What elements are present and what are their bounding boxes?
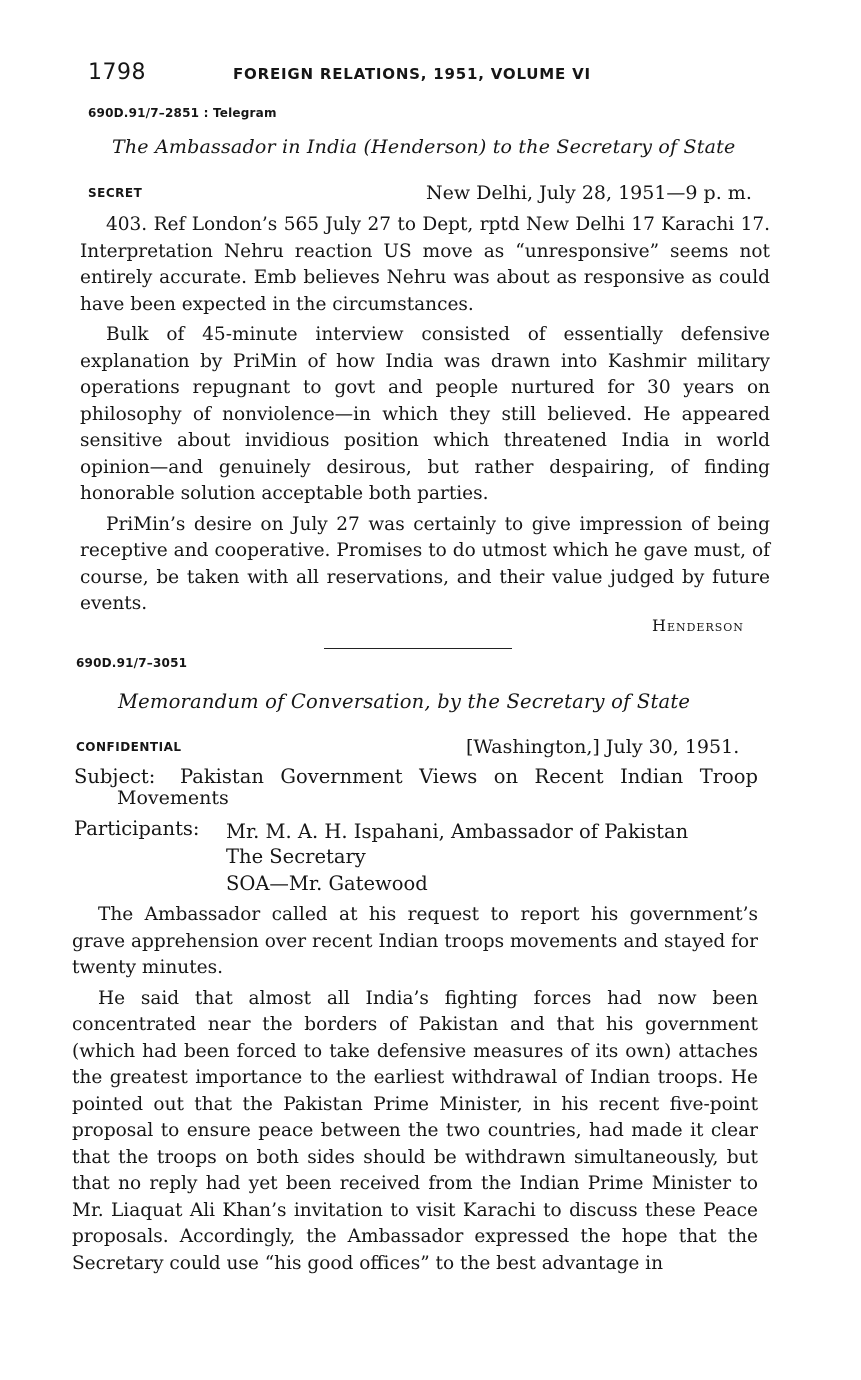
telegram-body	[80, 212, 770, 622]
memorandum-file-reference: 690D.91/7–3051	[76, 656, 188, 670]
memorandum-subject-line-2: Movements	[117, 787, 229, 809]
telegram-paragraph-2: Bulk of 45-minute interview consisted of essentially defensive explanation by PriMin of how India was drawn into Kashmir military operations repugnant to govt and people nurtured for 30 years on philosophy of nonviolence—in which they still believed. He appeared sensitive about invidious position which threatened India in world opinion—and genuinely desirous, but rather despairing, of finding honorable solution acceptable both parties.	[80, 324, 770, 504]
telegram-dateline: New Delhi, July 28, 1951—9 p. m.	[426, 182, 752, 204]
memorandum-subject-line-1: Pakistan Government Views on Recent Indian Troop	[180, 765, 758, 788]
memorandum-body	[72, 902, 758, 1281]
telegram-paragraph-1: 403. Ref London’s 565 July 27 to Dept, rptd New Delhi 17 Karachi 17. Interpretation Nehru reaction US move as “unresponsive” seems not entirely accurate. Emb believes Nehru was about as responsive as could have been expected in the circumstances.	[80, 214, 770, 315]
memorandum-classification: CONFIDENTIAL	[76, 740, 182, 754]
running-title: FOREIGN RELATIONS, 1951, VOLUME VI	[233, 65, 591, 83]
telegram-classification: SECRET	[88, 186, 143, 200]
memorandum-paragraph-2: He said that almost all India’s fighting forces had now been concentrated near the borders of Pakistan and that his government (which had been forced to take defensive measures of its own) attaches the greatest importance to the earliest withdrawal of Indian troops. He pointed out that the Pakistan Prime Minister, in his recent five-point proposal to ensure peace between the two countries, had made it clear that the troops on both sides should be withdrawn simultaneously, but that no reply had yet been received from the Indian Prime Minister to Mr. Liaquat Ali Khan’s invitation to visit Karachi to discuss these Peace proposals. Accordingly, the Ambassador expressed the hope that the Secretary could use “his good offices” to the best advantage in	[72, 987, 758, 1274]
memorandum-paragraph-1: The Ambassador called at his request to report his government’s grave apprehension over recent Indian troops movements and stayed for twenty minutes.	[72, 904, 758, 978]
participant-3: SOA—Mr. Gatewood	[226, 872, 428, 895]
memorandum-dateline: [Washington,] July 30, 1951.	[466, 736, 740, 758]
participant-2: The Secretary	[226, 845, 366, 868]
participants-label: Participants:	[74, 817, 200, 840]
telegram-signature: Henderson	[652, 616, 744, 635]
section-divider	[324, 648, 512, 649]
telegram-title: The Ambassador in India (Henderson) to the Secretary of State	[112, 136, 736, 158]
running-head	[88, 60, 768, 90]
telegram-paragraph-3: PriMin’s desire on July 27 was certainly to give impression of being receptive and cooperative. Promises to do utmost which he gave must, of course, be taken with all reservations, and their value judged by future events.	[80, 513, 770, 614]
page-number: 1798	[88, 60, 146, 85]
memorandum-title: Memorandum of Conversation, by the Secretary of State	[118, 690, 691, 713]
participant-1: Mr. M. A. H. Ispahani, Ambassador of Pakistan	[226, 820, 689, 843]
memorandum-subject-label: Subject:	[74, 765, 156, 788]
telegram-file-reference: 690D.91/7–2851 : Telegram	[88, 106, 277, 120]
